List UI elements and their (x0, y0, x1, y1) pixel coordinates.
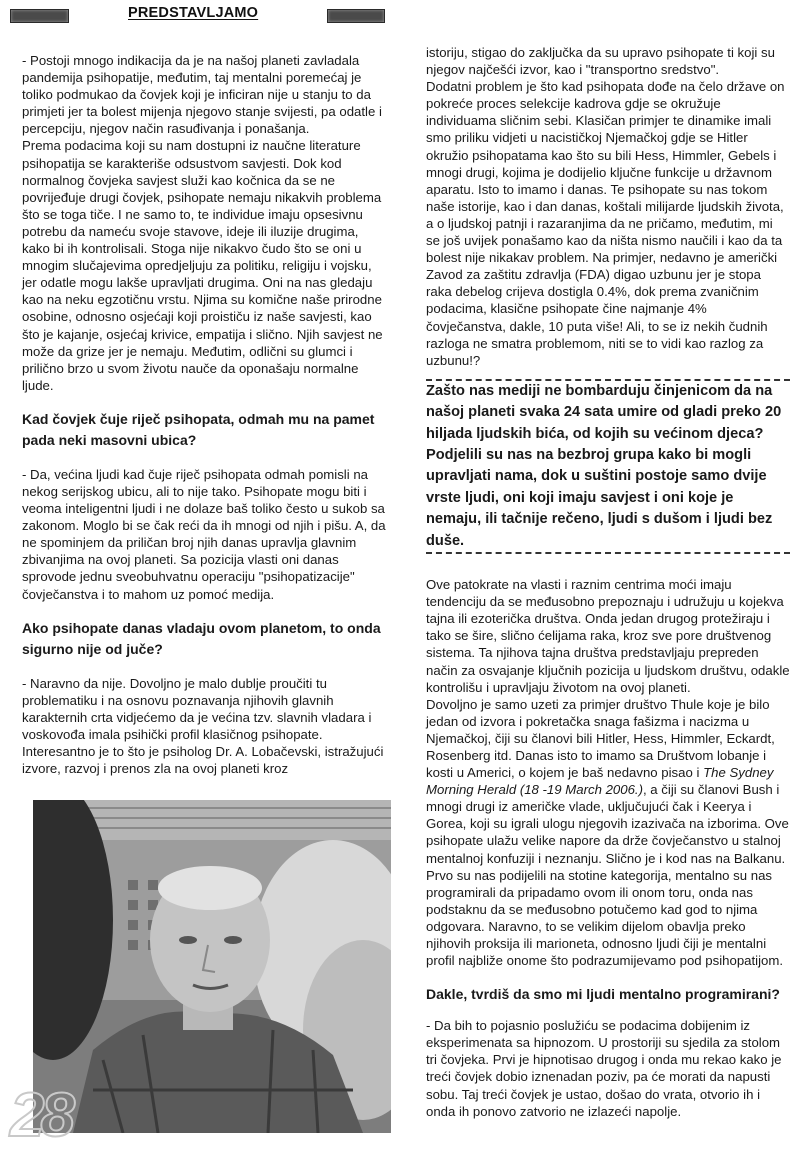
dashed-separator (426, 552, 790, 554)
interview-answer: - Naravno da nije. Dovoljno je malo dublje proučiti tu problematiku i na osnovu poznavanja njihovih glavnih karakternih crta vidjećemo da je većina tzv. slavnih vladara i voskovođa imala psihički profil klasičnog psihopate. Interesantno je to što je psiholog Dr. A. Lobačevski, istražujući izvore, razvoj i prenos zla na ovoj planeti kroz (22, 675, 384, 777)
publication-title: The Sydney Morning Herald (18 -19 March 2006.) (426, 765, 774, 798)
text-run: , a čiji su članovi Bush i mnogi drugi iz američke vlade, uključujući čak i Keerya i Gorea, koji su igrali ulogu njegovih izazivača na izborima. Ove psihopate ulažu velike napore da drže čovječanstvo u stalnoj mentalnoj konfuziji i neznanju. Slično je i kod nas na Balkanu. (426, 782, 789, 866)
left-column (22, 52, 386, 777)
paragraph: Prema podacima koji su nam dostupni iz naučne literature psihopatija se karakteriše odsustvom savjesti. Dok kod normalnog čovjeka savjest služi kao kočnica da se ne povrijeđuje drugi čovjek, psihopate nemaju nikakvih problema što se toga tiče. I ne samo to, te individue imaju opsesivnu potrebu da nameću svoje stavove, ideje ili iluzije drugima, kako bi ih kontrolisali. Stoga nije nikakvo čudo što se oni u mnogim slučajevima opredjeljuju za politiku, religiju i vojsku, jer odatle mogu lakše upravljati drugima. Oni na nas gledaju kao na neku egzotičnu vrstu. Njima su komične naše prirodne osobine, odnosno osjećaji koji proističu iz naše savjesti, kao što je kajanje, osjećaj krivice, empatija i slično. Njih savjest ne može da grize jer je nemaju. Međutim, odlični su glumci i prilično brzo u svom životu nauče da oponašaju normalne ljude. (22, 138, 383, 393)
paragraph (426, 696, 790, 867)
paragraph: istoriju, stigao do zaključka da su upravo psihopate ti koji su njegov najčešći izvor, kao i "transportno sredstvo". (426, 45, 775, 78)
right-column (426, 44, 790, 1120)
paragraph: - Postoji mnogo indikacija da je na našoj planeti zavladala pandemija psihopatije, međutim, taj mentalni poremećaj je toliko podmukao da čovjek koji je inficiran nije u stanju to da primjeti jer ta bolest mijenja njegovo stanje svijesti, pa odatle i percepciju, njegov način rasuđivanja i ponašanja. (22, 53, 382, 137)
interview-answer: - Da, većina ljudi kad čuje riječ psihopata odmah pomisli na nekog serijskog ubicu, ali to nije tako. Psihopate mogu biti i veoma inteligentni ljudi i ne dolaze baš toliko često u sukob sa zakonom. Moglo bi se čak reći da ih mnogi od njih i pišu. A, da ne spominjem da priličan broj njih danas upravlja glavnim zbivanjima na ovoj planeti. Sa pozicija vlasti oni danas sprovode jednu sveobuhvatnu operaciju "psihopatizacije" čovječanstva i to mahom uz pomoć medija. (22, 466, 386, 602)
header-bar-right (327, 9, 385, 23)
header-bar-left (10, 9, 69, 23)
paragraph: Dodatni problem je što kad psihopata dođe na čelo države on pokreće proces selekcije kadrova gdje se okružuje individuama sličnim sebi. Klasičan primjer te dinamike imali smo priliku vidjeti u nacističkoj Njemačkoj gdje se Hitler okružio psihopatama kao što su bili Hess, Himmler, Gebels i mnogi drugi, kojima je dodijelio ključne funkcije u državnom aparatu. Isto to imamo i danas. Te psihopate su nas tokom naše istorije, kao i dan danas, koštali milijarde ljudskih života, a o ljudskoj patnji i razaranjima da ne pričamo, međutim, mi se još uvijek ponašamo kao da ništa nismo naučili i kao da ta bolest nije nikakav problem. Na primjer, nedavno je američki Zavod za zaštitu zdravlja (FDA) digao uzbunu jer je stopa raka debelog crijeva dostigla 0.4%, dok prema zvaničnim podacima, klasične psihopate čine najmanje 4% čovječanstva, dakle, 10 puta više! Ali, to se iz nekih čudnih razloga ne smatra problemom, niti se to vidi kao razlog za uzbunu!? (426, 79, 785, 368)
page-number: 28 (10, 1081, 71, 1150)
section-label: PREDSTAVLJAMO (128, 5, 259, 21)
text-run: Dovoljno je samo uzeti za primjer društvo Thule koje je bilo jedan od izvora i pokretačka snaga fašizma i nacizma u Njemačkoj, čiji su članovi bili Hitler, Hess, Himmler, Eckardt, Rosenberg itd. Danas isto to imamo sa Društvom lobanje i kosti u Americi, o kojem je baš nedavno pisao i (426, 696, 775, 781)
paragraph: Ove patokrate na vlasti i raznim centrima moći imaju tendenciju da se međusobno prepoznaju i udružuju u kojekva tajna ili ezoterička društva. Onda jedan drugog protežiraju i tako se šire, slično ćelijama raka, kroz sve pore društvenog sistema. Ta njihova tajna društva predstavljaju prepreden način za osvajanje ključnih pozicija u ljudskom društvu, odakle kontrolišu i upravljaju životom na ovoj planeti. (426, 577, 790, 695)
interview-question: Dakle, tvrdiš da smo mi ljudi mentalno programirani? (426, 986, 780, 1003)
interview-question: Kad čovjek čuje riječ psihopata, odmah mu na pamet pada neki masovni ubica? (22, 410, 375, 448)
highlight-box: Zašto nas mediji ne bombarduju činjenicom da na našoj planeti svaka 24 sata umire od gladi preko 20 hiljada ljudskih bića, od kojih su većinom djeca? Podjelili su nas na bezbroj grupa kako bi mogli upravljati nama, dok u suštini postoje samo dvije vrste ljudi, oni koji imaju savjest i oni koje je nemaju, ili tačnije rečeno, ljudi s dušom i ljudi bez duše. (426, 382, 782, 549)
paragraph: Prvo su nas podijelili na stotine kategorija, mentalno su nas programirali da pripadamo ovom ili onom toru, onda nas podstaknu da se međusobno potučemo kad god to njima odgovara. Naravno, to se velikim dijelom obavlja preko njihovih proksija ili marioneta, odnosno ljudi čiji je mentalni profil najbliže onome što podrazumijevamo pod psihopatijom. (426, 867, 783, 969)
interview-answer: - Da bih to pojasnio poslužiću se podacima dobijenim iz eksperimenata sa hipnozom. U prostoriji su sjedila za stolom tri čovjeka. Prvi je hipnotisao drugog i onda mu rekao kako je treći čovjek dobio iznenadan poziv, pa će morati da napusti sobu. Taj treći čovjek je ustao, došao do vrata, otvorio ih i onda ih ponovo zatvorio ne izlazeći napolje. (426, 1018, 782, 1119)
interview-question: Ako psihopate danas vladaju ovom planetom, to onda sigurno nije od juče? (22, 619, 381, 657)
portrait-photo (33, 800, 391, 1133)
